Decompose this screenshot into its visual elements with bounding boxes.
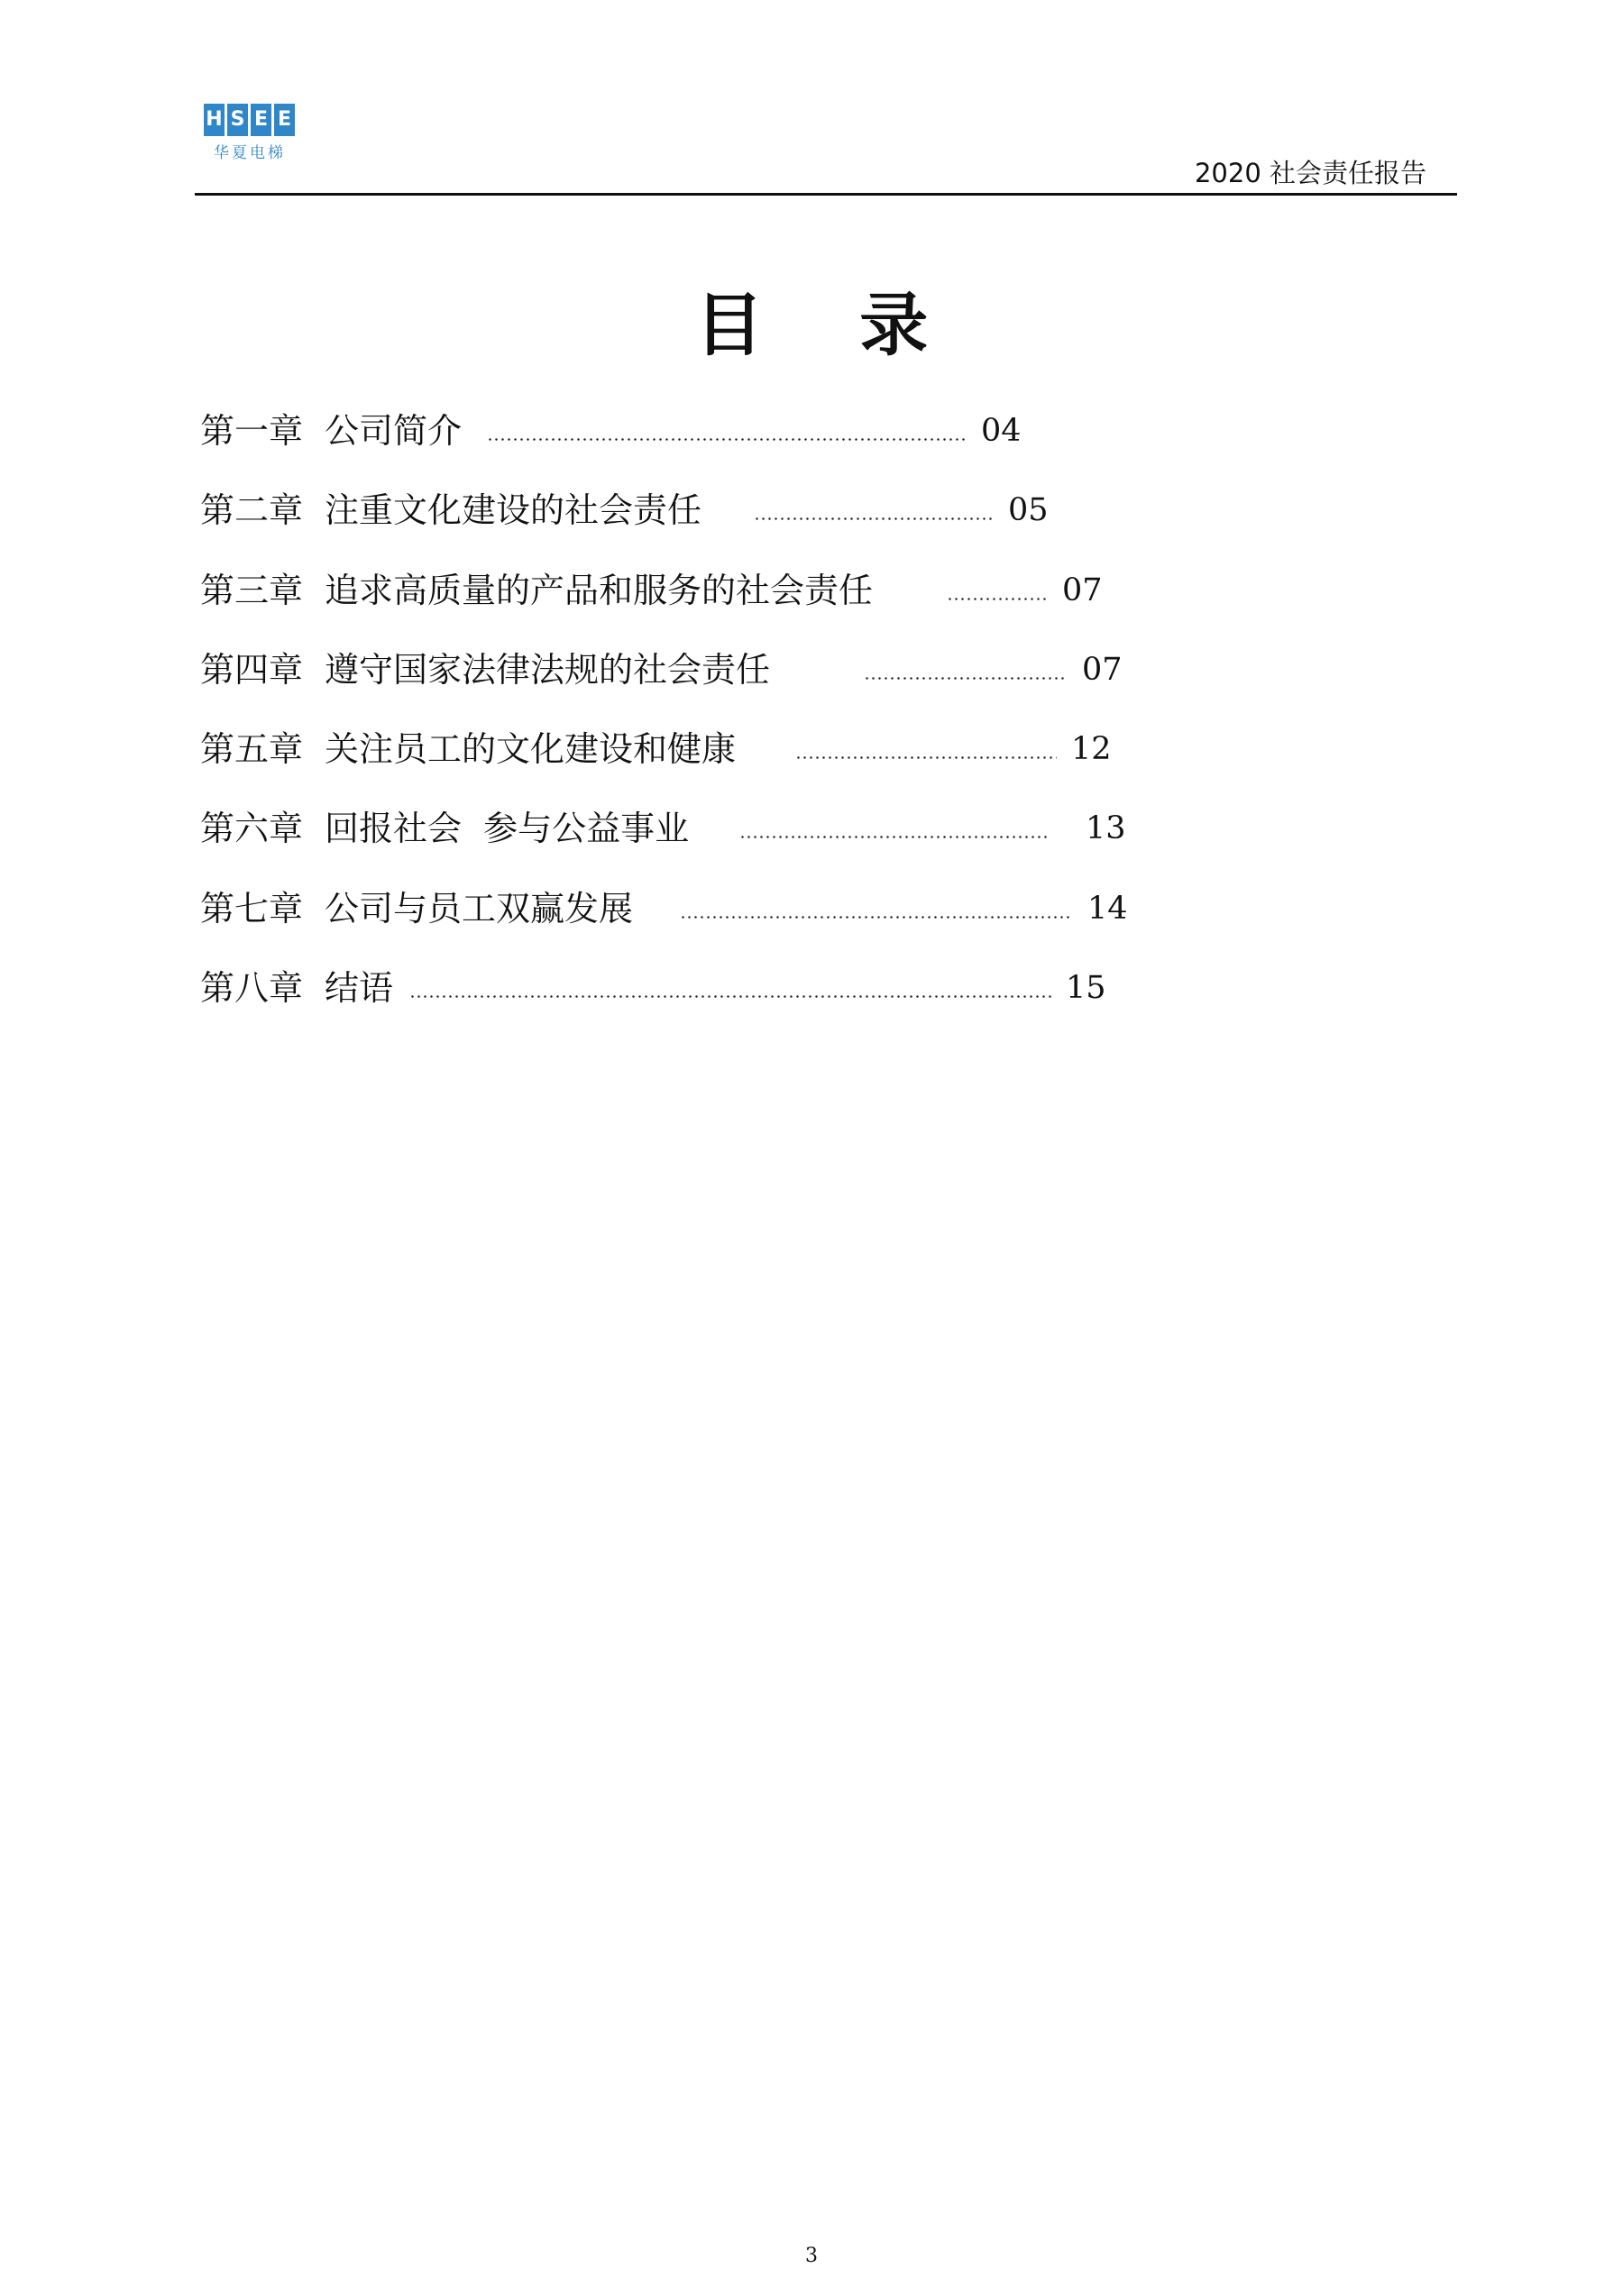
- report-title: 2020 社会责任报告: [1194, 158, 1426, 188]
- toc-chapter-title: 公司与员工双赢发展: [325, 888, 634, 928]
- toc-item-label: [200, 483, 701, 537]
- toc-item-label: [200, 801, 689, 855]
- toc-item-label: [200, 722, 736, 776]
- toc-item[interactable]: [200, 882, 1463, 961]
- logo-letter: H: [204, 104, 225, 136]
- company-logo: [204, 104, 296, 162]
- logo-letter: E: [251, 104, 271, 136]
- toc-page-number: 13: [1086, 810, 1126, 847]
- logo-letter: E: [274, 104, 295, 136]
- toc-page-number: 12: [1071, 731, 1112, 768]
- toc-item[interactable]: [200, 563, 1463, 643]
- toc-leader-dots: [680, 916, 1069, 919]
- toc-list: [200, 404, 1463, 1040]
- toc-item[interactable]: [200, 404, 1463, 483]
- toc-chapter-number: 第四章: [200, 649, 304, 690]
- toc-chapter-title: 公司简介: [325, 411, 463, 451]
- header-divider: [195, 193, 1457, 196]
- toc-chapter-number: 第三章: [200, 570, 304, 610]
- toc-chapter-title: 回报社会 参与公益事业: [325, 809, 690, 849]
- toc-chapter-number: 第五章: [200, 729, 304, 770]
- toc-item-label: [200, 882, 633, 936]
- toc-chapter-title: 遵守国家法律法规的社会责任: [325, 649, 771, 690]
- toc-chapter-title: 注重文化建设的社会责任: [325, 490, 702, 531]
- toc-item-label: [200, 563, 873, 617]
- toc-chapter-title: 关注员工的文化建设和健康: [325, 729, 737, 770]
- toc-leader-dots: [739, 836, 1048, 838]
- toc-chapter-number: 第六章: [200, 809, 304, 849]
- toc-leader-dots: [487, 438, 967, 441]
- toc-item-label: [200, 643, 770, 697]
- toc-item[interactable]: [200, 643, 1463, 722]
- toc-chapter-number: 第七章: [200, 888, 304, 928]
- toc-page-number: 04: [981, 413, 1022, 449]
- toc-chapter-title: 结语: [325, 968, 394, 1009]
- toc-leader-dots: [795, 756, 1057, 759]
- toc-page-number: 05: [1008, 492, 1049, 529]
- logo-letter: S: [227, 104, 248, 136]
- toc-title: 目 录: [694, 285, 965, 365]
- toc-chapter-number: 第二章: [200, 490, 304, 531]
- toc-chapter-number: 第八章: [200, 968, 304, 1009]
- toc-page-number: 14: [1087, 890, 1128, 927]
- toc-item[interactable]: [200, 483, 1463, 563]
- toc-page-number: 07: [1062, 572, 1103, 608]
- toc-item[interactable]: [200, 722, 1463, 801]
- toc-page-number: 07: [1082, 651, 1123, 688]
- page-number: 3: [805, 2245, 818, 2267]
- toc-leader-dots: [864, 677, 1068, 680]
- toc-leader-dots: [409, 995, 1051, 998]
- toc-leader-dots: [754, 517, 994, 520]
- toc-item-label: [200, 961, 393, 1015]
- logo-subtitle: 华夏电梯: [214, 144, 286, 162]
- logo-letters: [204, 104, 296, 136]
- toc-chapter-title: 追求高质量的产品和服务的社会责任: [325, 570, 874, 610]
- toc-leader-dots: [947, 598, 1048, 600]
- toc-item-label: [200, 404, 462, 458]
- toc-item[interactable]: [200, 961, 1463, 1040]
- toc-chapter-number: 第一章: [200, 411, 304, 451]
- toc-item[interactable]: [200, 801, 1463, 881]
- toc-page-number: 15: [1066, 970, 1106, 1007]
